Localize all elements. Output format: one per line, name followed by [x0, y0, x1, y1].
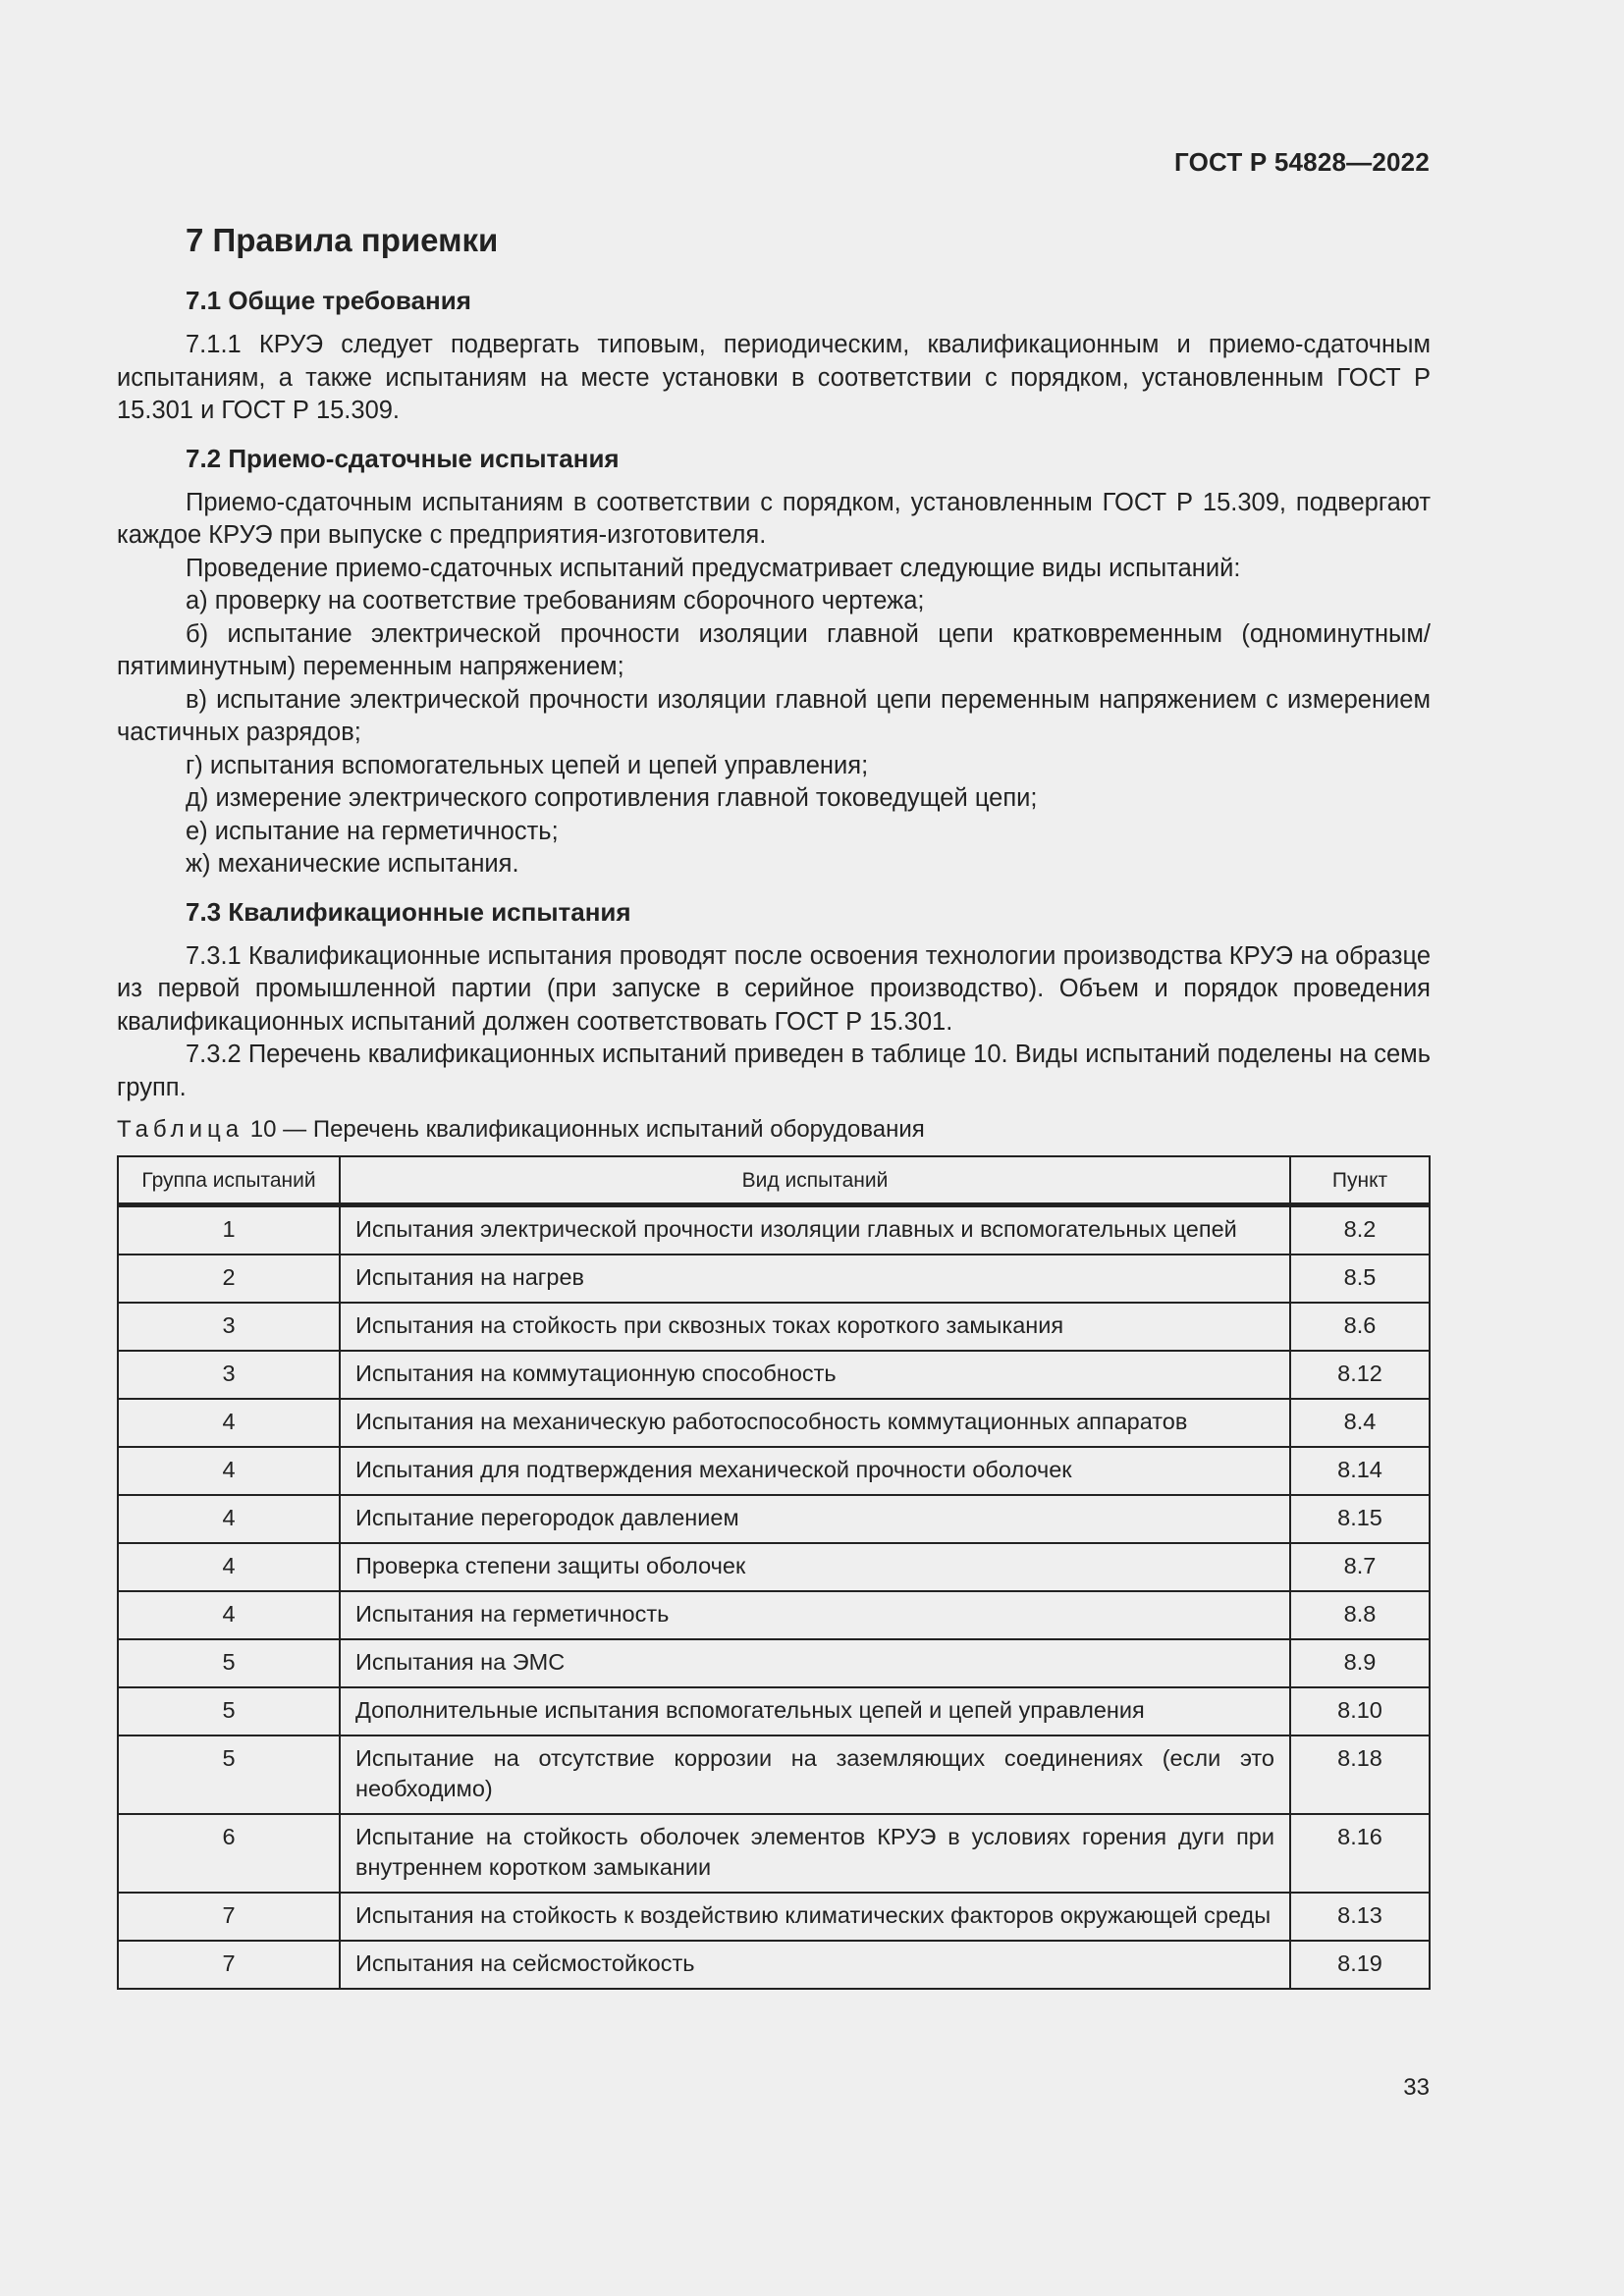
qualification-tests-table [117, 1155, 1431, 1990]
cell-test-type: Дополнительные испытания вспомогательных цепей и цепей управления [340, 1687, 1290, 1735]
subsection-7-2-title: 7.2 Приемо-сдаточные испытания [186, 443, 620, 473]
cell-clause: 8.10 [1290, 1687, 1430, 1735]
table-row [118, 1941, 1430, 1989]
cell-group: 1 [118, 1205, 340, 1255]
cell-group: 2 [118, 1255, 340, 1303]
table-row [118, 1639, 1430, 1687]
cell-test-type: Испытания на герметичность [340, 1591, 1290, 1639]
cell-test-type: Испытание перегородок давлением [340, 1495, 1290, 1543]
cell-group: 3 [118, 1303, 340, 1351]
table-row [118, 1814, 1430, 1893]
cell-clause: 8.12 [1290, 1351, 1430, 1399]
table-row [118, 1591, 1430, 1639]
cell-clause: 8.5 [1290, 1255, 1430, 1303]
cell-clause: 8.14 [1290, 1447, 1430, 1495]
table-row [118, 1255, 1430, 1303]
list-item: ж) механические испытания. [186, 850, 519, 878]
table-row [118, 1893, 1430, 1941]
cell-test-type: Испытания на механическую работоспособность коммутационных аппаратов [340, 1399, 1290, 1447]
table-header-row [118, 1156, 1430, 1205]
cell-test-type: Испытания на коммутационную способность [340, 1351, 1290, 1399]
header-clause: Пункт [1290, 1156, 1430, 1205]
list-item: е) испытание на герметичность; [186, 817, 559, 845]
cell-group: 5 [118, 1735, 340, 1814]
section-title: 7 Правила приемки [186, 222, 499, 258]
cell-group: 4 [118, 1399, 340, 1447]
page-number: 33 [1403, 2074, 1430, 2101]
table-row [118, 1303, 1430, 1351]
cell-group: 3 [118, 1351, 340, 1399]
cell-test-type: Испытание на отсутствие коррозии на заземляющих соединениях (если это необходимо) [340, 1735, 1290, 1814]
cell-test-type: Испытания на стойкость к воздействию климатических факторов окружающей среды [340, 1893, 1290, 1941]
cell-clause: 8.15 [1290, 1495, 1430, 1543]
cell-group: 5 [118, 1639, 340, 1687]
cell-clause: 8.7 [1290, 1543, 1430, 1591]
subsection-7-1-title: 7.1 Общие требования [186, 286, 471, 315]
cell-clause: 8.18 [1290, 1735, 1430, 1814]
cell-test-type: Испытания на ЭМС [340, 1639, 1290, 1687]
table-row [118, 1351, 1430, 1399]
paragraph-7-1-1: 7.1.1 КРУЭ следует подвергать типовым, периодическим, квалификационным и приемо-сдаточным испытаниям, а также испытаниям на месте установки в соответствии с порядком, установленным ГОСТ Р 15.301 и ГОСТ Р 15.309. [117, 331, 1431, 424]
cell-test-type: Испытание на стойкость оболочек элементов КРУЭ в условиях горения дуги при внутреннем коротком замыкании [340, 1814, 1290, 1893]
cell-clause: 8.16 [1290, 1814, 1430, 1893]
header-test-type: Вид испытаний [340, 1156, 1290, 1205]
paragraph-7-3-1: 7.3.1 Квалификационные испытания проводят после освоения технологии производства КРУЭ на образце из первой промышленной партии (при запуске в серийное производство). Объем и порядок проведения квалификационных испытаний должен соответствовать ГОСТ Р 15.301. [117, 941, 1431, 1036]
list-item: а) проверку на соответствие требованиям сборочного чертежа; [186, 587, 925, 614]
cell-test-type: Испытания на сейсмостойкость [340, 1941, 1290, 1989]
list-item: б) испытание электрической прочности изоляции главной цепи кратковременным (одноминутным/пятиминутным) переменным напряжением; [117, 619, 1431, 680]
cell-clause: 8.19 [1290, 1941, 1430, 1989]
table-row [118, 1495, 1430, 1543]
list-item: в) испытание электрической прочности изоляции главной цепи переменным напряжением с измерением частичных разрядов; [117, 685, 1431, 746]
cell-test-type: Испытания на стойкость при сквозных токах короткого замыкания [340, 1303, 1290, 1351]
cell-group: 6 [118, 1814, 340, 1893]
cell-test-type: Испытания на нагрев [340, 1255, 1290, 1303]
table-row [118, 1447, 1430, 1495]
cell-group: 4 [118, 1591, 340, 1639]
document-code: ГОСТ Р 54828—2022 [1174, 147, 1430, 177]
table-row [118, 1687, 1430, 1735]
list-item: д) измерение электрического сопротивления главной токоведущей цепи; [186, 784, 1038, 812]
table-caption [117, 1114, 1431, 1146]
cell-clause: 8.4 [1290, 1399, 1430, 1447]
cell-clause: 8.6 [1290, 1303, 1430, 1351]
cell-group: 4 [118, 1447, 340, 1495]
list-item: г) испытания вспомогательных цепей и цепей управления; [186, 751, 869, 779]
table-row [118, 1735, 1430, 1814]
cell-test-type: Проверка степени защиты оболочек [340, 1543, 1290, 1591]
cell-clause: 8.8 [1290, 1591, 1430, 1639]
cell-test-type: Испытания для подтверждения механической прочности оболочек [340, 1447, 1290, 1495]
paragraph-7-2-intro: Приемо-сдаточным испытаниям в соответствии с порядком, установленным ГОСТ Р 15.309, подвергают каждое КРУЭ при выпуске с предприятия-изготовителя. [117, 488, 1431, 549]
cell-clause: 8.13 [1290, 1893, 1430, 1941]
paragraph-7-2-list-intro: Проведение приемо-сдаточных испытаний предусматривает следующие виды испытаний: [186, 554, 1241, 582]
cell-test-type: Испытания электрической прочности изоляции главных и вспомогательных цепей [340, 1205, 1290, 1255]
cell-group: 4 [118, 1543, 340, 1591]
cell-group: 7 [118, 1941, 340, 1989]
table-row [118, 1399, 1430, 1447]
cell-clause: 8.2 [1290, 1205, 1430, 1255]
table-row [118, 1205, 1430, 1255]
subsection-7-3-title: 7.3 Квалификационные испытания [186, 896, 631, 927]
table-caption-text: 10 — Перечень квалификационных испытаний оборудования [249, 1116, 925, 1143]
header-group: Группа испытаний [118, 1156, 340, 1205]
cell-group: 4 [118, 1495, 340, 1543]
table-caption-label: Таблица [117, 1116, 244, 1143]
table-row [118, 1543, 1430, 1591]
cell-clause: 8.9 [1290, 1639, 1430, 1687]
paragraph-7-3-2: 7.3.2 Перечень квалификационных испытаний приведен в таблице 10. Виды испытаний поделены на семь групп. [117, 1041, 1431, 1101]
cell-group: 5 [118, 1687, 340, 1735]
page-content [117, 221, 1431, 1990]
cell-group: 7 [118, 1893, 340, 1941]
